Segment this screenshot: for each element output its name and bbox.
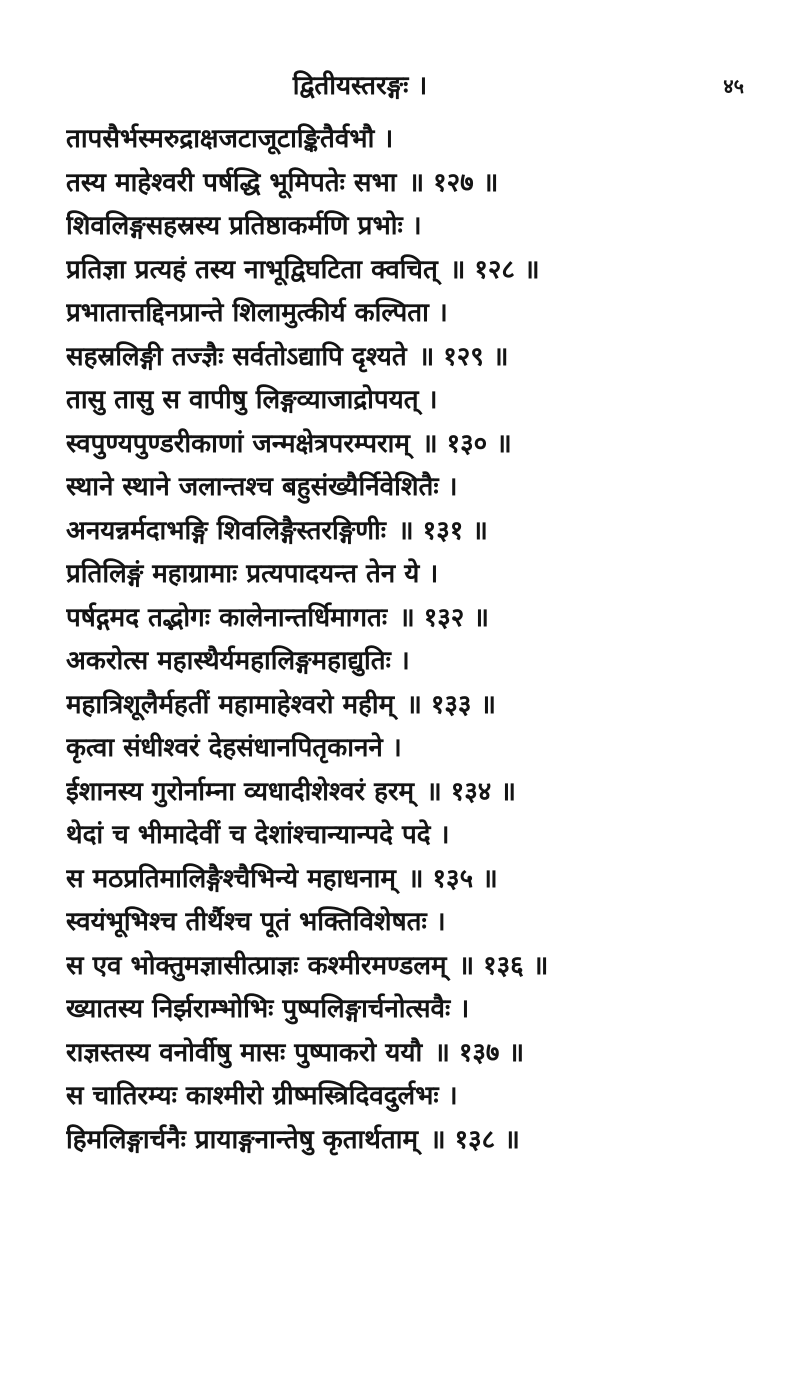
verse-text: थेदां च भीमादेवीं च देशांश्चान्यान्पदे पदे । [66, 820, 450, 850]
verse-number: ॥ १३७ ॥ [434, 1037, 525, 1068]
verse-text: प्रतिलिङ्गं महाग्रामाः प्रत्यपादयन्त तेन ये । [66, 559, 439, 589]
verse-number: ॥ १३२ ॥ [399, 602, 489, 633]
verse-line [66, 684, 756, 728]
verse-line [66, 1119, 756, 1163]
verse-text: शिवलिङ्गसहस्रस्य प्रतिष्ठाकर्मणि प्रभोः । [66, 211, 422, 241]
verse-text: तासु तासु स वापीषु लिङ्गव्याजाद्रोपयत् । [66, 385, 438, 415]
verse-line [66, 249, 756, 293]
verse-text: स एव भोक्तुमज्ञासीत्प्राज्ञः कश्मीरमण्डलम् [66, 950, 447, 981]
verse-number: ॥ १३५ ॥ [407, 863, 498, 894]
running-header [0, 66, 800, 106]
verse-text: सहस्रलिङ्गी तज्ज्ञैः सर्वतोऽद्यापि दृश्यते [66, 341, 407, 372]
verse-number: ॥ १३३ ॥ [406, 689, 496, 720]
verse-block [66, 118, 756, 1162]
verse-line [66, 945, 756, 989]
verse-number: ॥ १२८ ॥ [449, 254, 540, 285]
verse-line [66, 336, 756, 380]
verse-line [66, 1075, 756, 1119]
verse-line [66, 597, 756, 641]
verse-text: महात्रिशूलैर्महतीं महामाहेश्वरो महीम् [66, 689, 395, 720]
verse-text: राज्ञस्तस्य वनोर्वीषु मासः पुष्पाकरो ययौ [66, 1037, 423, 1068]
verse-number: ॥ १३६ ॥ [458, 950, 549, 981]
verse-text: ईशानस्य गुरोर्नाम्ना व्यधादीशेश्वरं हरम् [66, 776, 415, 807]
verse-number: ॥ १३४ ॥ [426, 776, 516, 807]
verse-text: स्थाने स्थाने जलान्तश्च बहुसंख्यैर्निवेशितैः । [66, 472, 458, 502]
verse-line [66, 553, 756, 597]
verse-line [66, 510, 756, 554]
verse-line [66, 727, 756, 771]
verse-text: हिमलिङ्गार्चनैः प्रायाङ्गनान्तेषु कृतार्थताम् [66, 1124, 418, 1155]
verse-line [66, 858, 756, 902]
verse-line [66, 988, 756, 1032]
verse-number: ॥ १३० ॥ [421, 428, 512, 459]
verse-number: ॥ १३१ ॥ [398, 515, 488, 546]
verse-line [66, 814, 756, 858]
verse-text: प्रतिज्ञा प्रत्यहं तस्य नाभूद्विघटिता क्वचित् [66, 254, 438, 285]
verse-line [66, 466, 756, 510]
verse-text: तापसैर्भस्मरुद्राक्षजटाजूटाङ्कितैर्वभौ । [66, 124, 394, 154]
verse-text: ख्यातस्य निर्झराम्भोभिः पुष्पलिङ्गार्चनोत्सवैः । [66, 994, 470, 1024]
verse-text: अनयन्नर्मदाभङ्गि शिवलिङ्गैस्तरङ्गिणीः [66, 515, 387, 546]
verse-line [66, 162, 756, 206]
verse-line [66, 423, 756, 467]
verse-text: स्वयंभूभिश्च तीर्थैश्च पूतं भक्तिविशेषतः । [66, 907, 446, 937]
page-number: ४५ [723, 74, 744, 98]
verse-line [66, 771, 756, 815]
chapter-title: द्वितीयस्तरङ्गः । [292, 71, 428, 101]
verse-number: ॥ १२७ ॥ [408, 167, 499, 198]
verse-text: प्रभातात्तद्दिनप्रान्ते शिलामुत्कीर्य कल्पिता । [66, 298, 448, 328]
verse-line [66, 901, 756, 945]
verse-text: तस्य माहेश्वरी पर्षद्धि भूमिपतेः सभा [66, 167, 397, 198]
verse-number: ॥ १२९ ॥ [418, 341, 509, 372]
verse-text: अकरोत्स महास्थैर्यमहालिङ्गमहाद्युतिः । [66, 646, 410, 676]
verse-text: कृत्वा संधीश्वरं देहसंधानपितृकानने । [66, 733, 402, 763]
verse-text: स मठप्रतिमालिङ्गैश्चैभिन्ये महाधनाम् [66, 863, 396, 894]
verse-text: पर्षद्गमद तद्भोगः कालेनान्तर्धिमागतः [66, 602, 388, 633]
verse-line [66, 379, 756, 423]
verse-number: ॥ १३८ ॥ [430, 1124, 520, 1155]
verse-text: स्वपुण्यपुण्डरीकाणां जन्मक्षेत्रपरम्पराम् [66, 428, 410, 459]
verse-line [66, 292, 756, 336]
verse-line [66, 205, 756, 249]
verse-line [66, 118, 756, 162]
verse-text: स चातिरम्यः काश्मीरो ग्रीष्मस्त्रिदिवदुर्लभः । [66, 1081, 458, 1111]
verse-line [66, 640, 756, 684]
verse-line [66, 1032, 756, 1076]
